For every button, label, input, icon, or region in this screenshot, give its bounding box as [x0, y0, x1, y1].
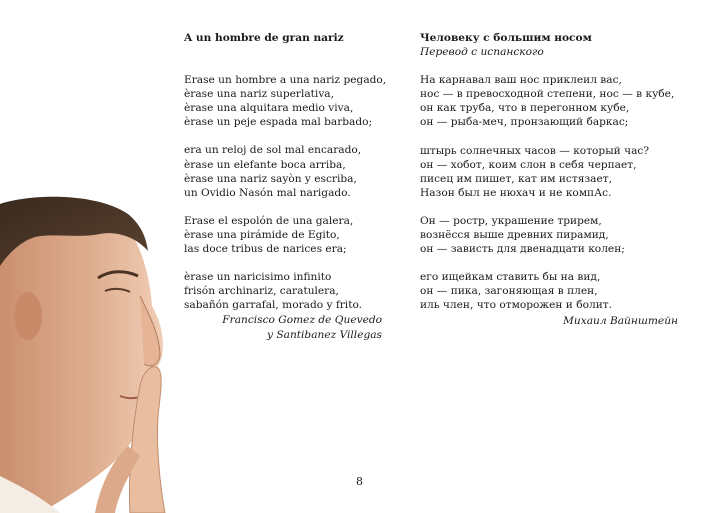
poem-line: иль член, что отморожен и болит.	[420, 299, 612, 312]
poem-line: sabañón garrafal, morado y frito.	[184, 299, 363, 312]
poem-line: un Ovidio Nasón mal narigado.	[184, 186, 351, 199]
poem-line: Erase el espolón de una galera,	[184, 214, 354, 227]
russian-stanza	[420, 270, 690, 312]
spanish-author-line1: Francisco Gomez de Quevedo	[222, 314, 382, 327]
russian-stanza	[420, 144, 690, 200]
poem-line: èrase una nariz superlativa,	[184, 88, 334, 101]
poem-line: èrase una nariz sayòn y escriba,	[184, 172, 357, 185]
russian-poem	[420, 31, 690, 328]
poem-line: писец им пишет, кат им истязает,	[420, 172, 612, 185]
poem-line: èrase un naricisimo infinito	[184, 271, 332, 284]
page-number: 8	[356, 475, 363, 488]
russian-stanza	[420, 73, 690, 129]
poem-line: он как труба, что в перегонном кубе,	[420, 102, 630, 115]
poem-line: era un reloj de sol mal encarado,	[184, 144, 362, 157]
poem-line: èrase un peje espada mal barbado;	[184, 116, 373, 129]
poem-line: las doce tribus de narices era;	[184, 243, 347, 256]
spanish-stanza	[184, 214, 394, 256]
man-pressing-nose-photo	[0, 196, 190, 513]
poem-line: Он — ростр, украшение трирем,	[420, 214, 602, 227]
poem-line: èrase una pirámide de Egito,	[184, 228, 340, 241]
spanish-title: A un hombre de gran nariz	[184, 32, 344, 44]
poem-line: он — зависть для двенадцати колен;	[420, 243, 625, 256]
poem-line: нос — в превосходной степени, нос — в кубе,	[420, 88, 675, 101]
poem-line: он — пика, загоняющая в плен,	[420, 285, 598, 298]
spanish-stanza	[184, 143, 394, 199]
spanish-stanza	[184, 73, 394, 129]
spanish-poem	[184, 31, 394, 342]
poem-line: èrase un elefante boca arriba,	[184, 158, 346, 171]
poem-line: вознёсся выше древних пирамид,	[420, 229, 609, 242]
poem-line: frisón archinariz, caratulera,	[184, 285, 339, 298]
russian-title: Человеку с большим носом	[420, 32, 592, 44]
poem-line: На карнавал ваш нос приклеил вас,	[420, 74, 622, 87]
spanish-author-line2: y Santibanez Villegas	[267, 328, 382, 341]
spanish-stanza	[184, 270, 394, 312]
poem-line: штырь солнечных часов — который час?	[420, 144, 650, 157]
poem-line: Erase un hombre a una nariz pegado,	[184, 74, 387, 87]
russian-subtitle: Перевод с испанского	[420, 46, 544, 59]
russian-author: Михаил Вайнштейн	[563, 314, 678, 327]
russian-stanza	[420, 214, 690, 256]
spanish-author	[184, 313, 382, 341]
poem-line: èrase una alquitara medio viva,	[184, 102, 354, 115]
poem-line: он — хобот, коим слон в себя черпает,	[420, 158, 637, 171]
poem-line: его ищейкам ставить бы на вид,	[420, 271, 601, 284]
poem-line: он — рыба-меч, пронзающий баркас;	[420, 116, 629, 129]
poem-line: Назон был не нюхач и не компАс.	[420, 186, 612, 199]
